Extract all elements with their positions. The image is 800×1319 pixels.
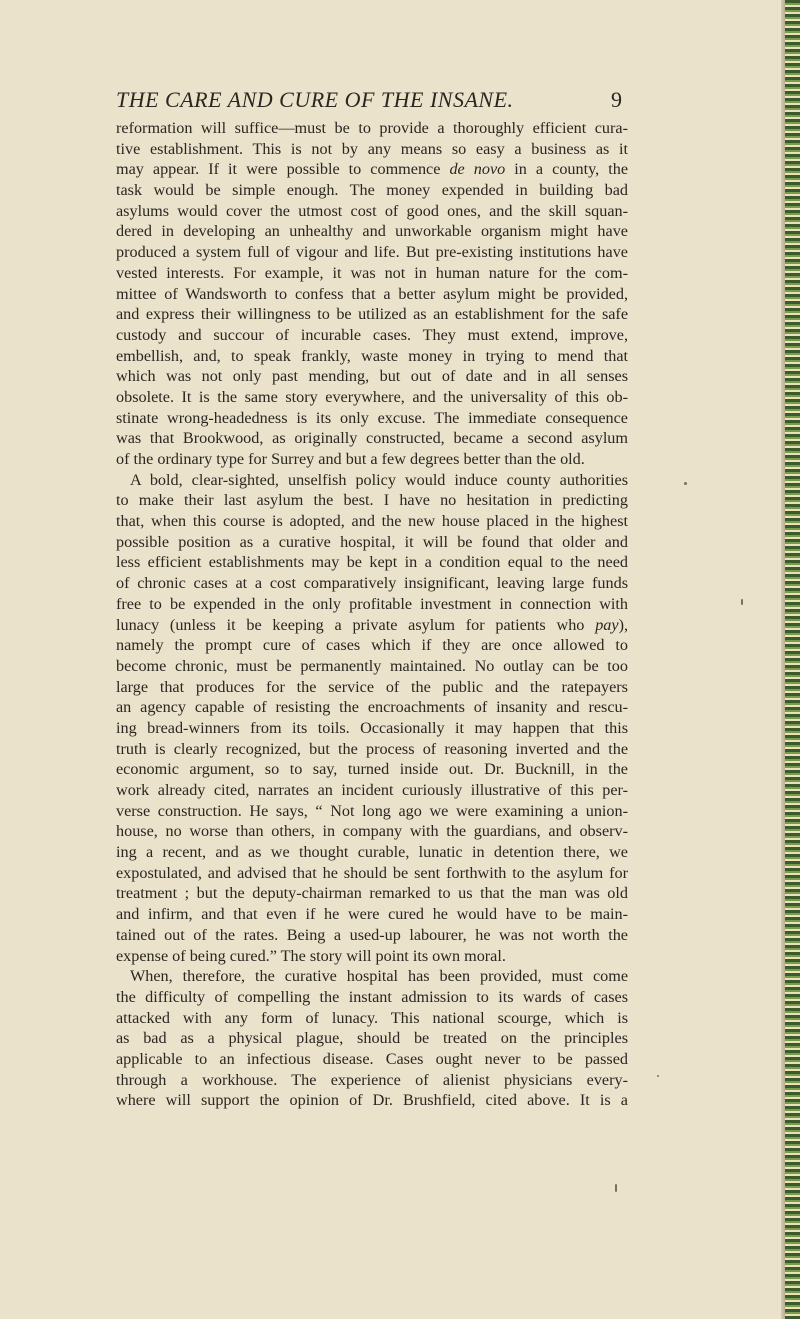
- text-line: treatment ; but the deputy-chairman remarked to us that the man was old: [116, 884, 628, 903]
- text-line: expostulated, and advised that he should be sent forthwith to the asylum for: [116, 863, 628, 882]
- page-number: 9: [611, 87, 622, 112]
- text-line: an agency capable of resisting the encroachments of insanity and rescu-: [116, 698, 628, 717]
- paper-speck: [684, 482, 687, 485]
- text-line: A bold, clear-sighted, unselfish policy would induce county authorities: [130, 470, 628, 489]
- text-line: lunacy (unless it be keeping a private asylum for patients who pay),: [116, 615, 628, 634]
- text-line: mittee of Wandsworth to confess that a better asylum might be provided,: [116, 284, 628, 303]
- text-line: obsolete. It is the same story everywhere, and the universality of this ob-: [116, 387, 628, 406]
- text-line: ing bread-winners from its toils. Occasionally it may happen that this: [116, 718, 628, 737]
- text-line: was that Brookwood, as originally constructed, became a second asylum: [116, 429, 628, 448]
- text-line: work already cited, narrates an incident curiously illustrative of this per-: [116, 781, 628, 799]
- paper-speck: [657, 1075, 659, 1077]
- text-line: and infirm, and that even if he were cured he would have to be main-: [116, 905, 628, 924]
- text-line: of the ordinary type for Surrey and but a few degrees better than the old.: [116, 450, 585, 468]
- text-line: large that produces for the service of the public and the ratepayers: [116, 677, 628, 696]
- text-line: attacked with any form of lunacy. This national scourge, which is: [116, 1008, 628, 1027]
- text-line: may appear. If it were possible to commence de novo in a county, the: [116, 160, 629, 179]
- text-line: expense of being cured.” The story will point its own moral.: [116, 946, 506, 965]
- text-line: asylums would cover the utmost cost of good ones, and the skill squan-: [116, 201, 628, 220]
- text-line: of chronic cases at a cost comparatively insignificant, leaving large funds: [116, 574, 628, 593]
- text-line: tive establishment. This is not by any means so easy a business as it: [116, 139, 628, 158]
- text-line: and express their willingness to be utilized as an establishment for the safe: [116, 305, 628, 324]
- text-line: When, therefore, the curative hospital has been provided, must come: [130, 967, 628, 986]
- body-text: [116, 118, 628, 1111]
- text-line: become chronic, must be permanently maintained. No outlay can be too: [116, 656, 628, 675]
- text-line: which was not only past mending, but out of date and in all senses: [116, 367, 628, 386]
- text-line: ing a recent, and as we thought curable, lunatic in detention there, we: [116, 843, 628, 862]
- running-title: THE CARE AND CURE OF THE INSANE.: [116, 87, 514, 112]
- text-line: to make their last asylum the best. I have no hesitation in predicting: [116, 491, 628, 510]
- text-line: tained out of the rates. Being a used-up labourer, he was not worth the: [116, 925, 628, 944]
- text-line: through a workhouse. The experience of alienist physicians every-: [116, 1070, 628, 1089]
- text-line: the difficulty of compelling the instant admission to its wards of cases: [116, 987, 628, 1006]
- page-header: [0, 87, 785, 119]
- text-line: truth is clearly recognized, but the process of reasoning inverted and the: [116, 739, 628, 758]
- text-line: namely the prompt cure of cases which if they are once allowed to: [116, 636, 628, 655]
- text-line: embellish, and, to speak frankly, waste money in trying to mend that: [116, 346, 628, 365]
- text-line: task would be simple enough. The money expended in building bad: [116, 181, 628, 200]
- text-line: stinate wrong-headedness is its only excuse. The immediate consequence: [116, 408, 628, 427]
- text-line: free to be expended in the only profitable investment in connection with: [116, 594, 628, 613]
- text-line: as bad as a physical plague, should be treated on the principles: [116, 1029, 628, 1048]
- text-line: produced a system full of vigour and life. But pre-existing institutions have: [116, 243, 628, 262]
- text-line: less efficient establishments may be kept in a condition equal to the need: [116, 553, 628, 572]
- paper-speck: [615, 1184, 617, 1192]
- text-line: that, when this course is adopted, and the new house placed in the highest: [116, 512, 628, 531]
- text-line: custody and succour of incurable cases. They must extend, improve,: [116, 325, 628, 344]
- text-line: dered in developing an unhealthy and unworkable organism might have: [116, 222, 628, 241]
- text-line: possible position as a curative hospital, it will be found that older and: [116, 532, 628, 551]
- text-line: verse construction. He says, “ Not long ago we were examining a union-: [116, 801, 628, 820]
- text-line: economic argument, so to say, turned inside out. Dr. Bucknill, in the: [116, 760, 628, 779]
- paper-speck: [741, 599, 743, 605]
- text-line: where will support the opinion of Dr. Brushfield, cited above. It is a: [116, 1091, 628, 1110]
- text-line: reformation will suffice—must be to provide a thoroughly efficient cura-: [116, 119, 628, 137]
- text-line: applicable to an infectious disease. Cases ought never to be passed: [116, 1049, 628, 1068]
- book-spine-binding: [785, 0, 800, 1319]
- text-line: house, no worse than others, in company with the guardians, and observ-: [116, 822, 628, 841]
- text-line: vested interests. For example, it was not in human nature for the com-: [116, 263, 628, 282]
